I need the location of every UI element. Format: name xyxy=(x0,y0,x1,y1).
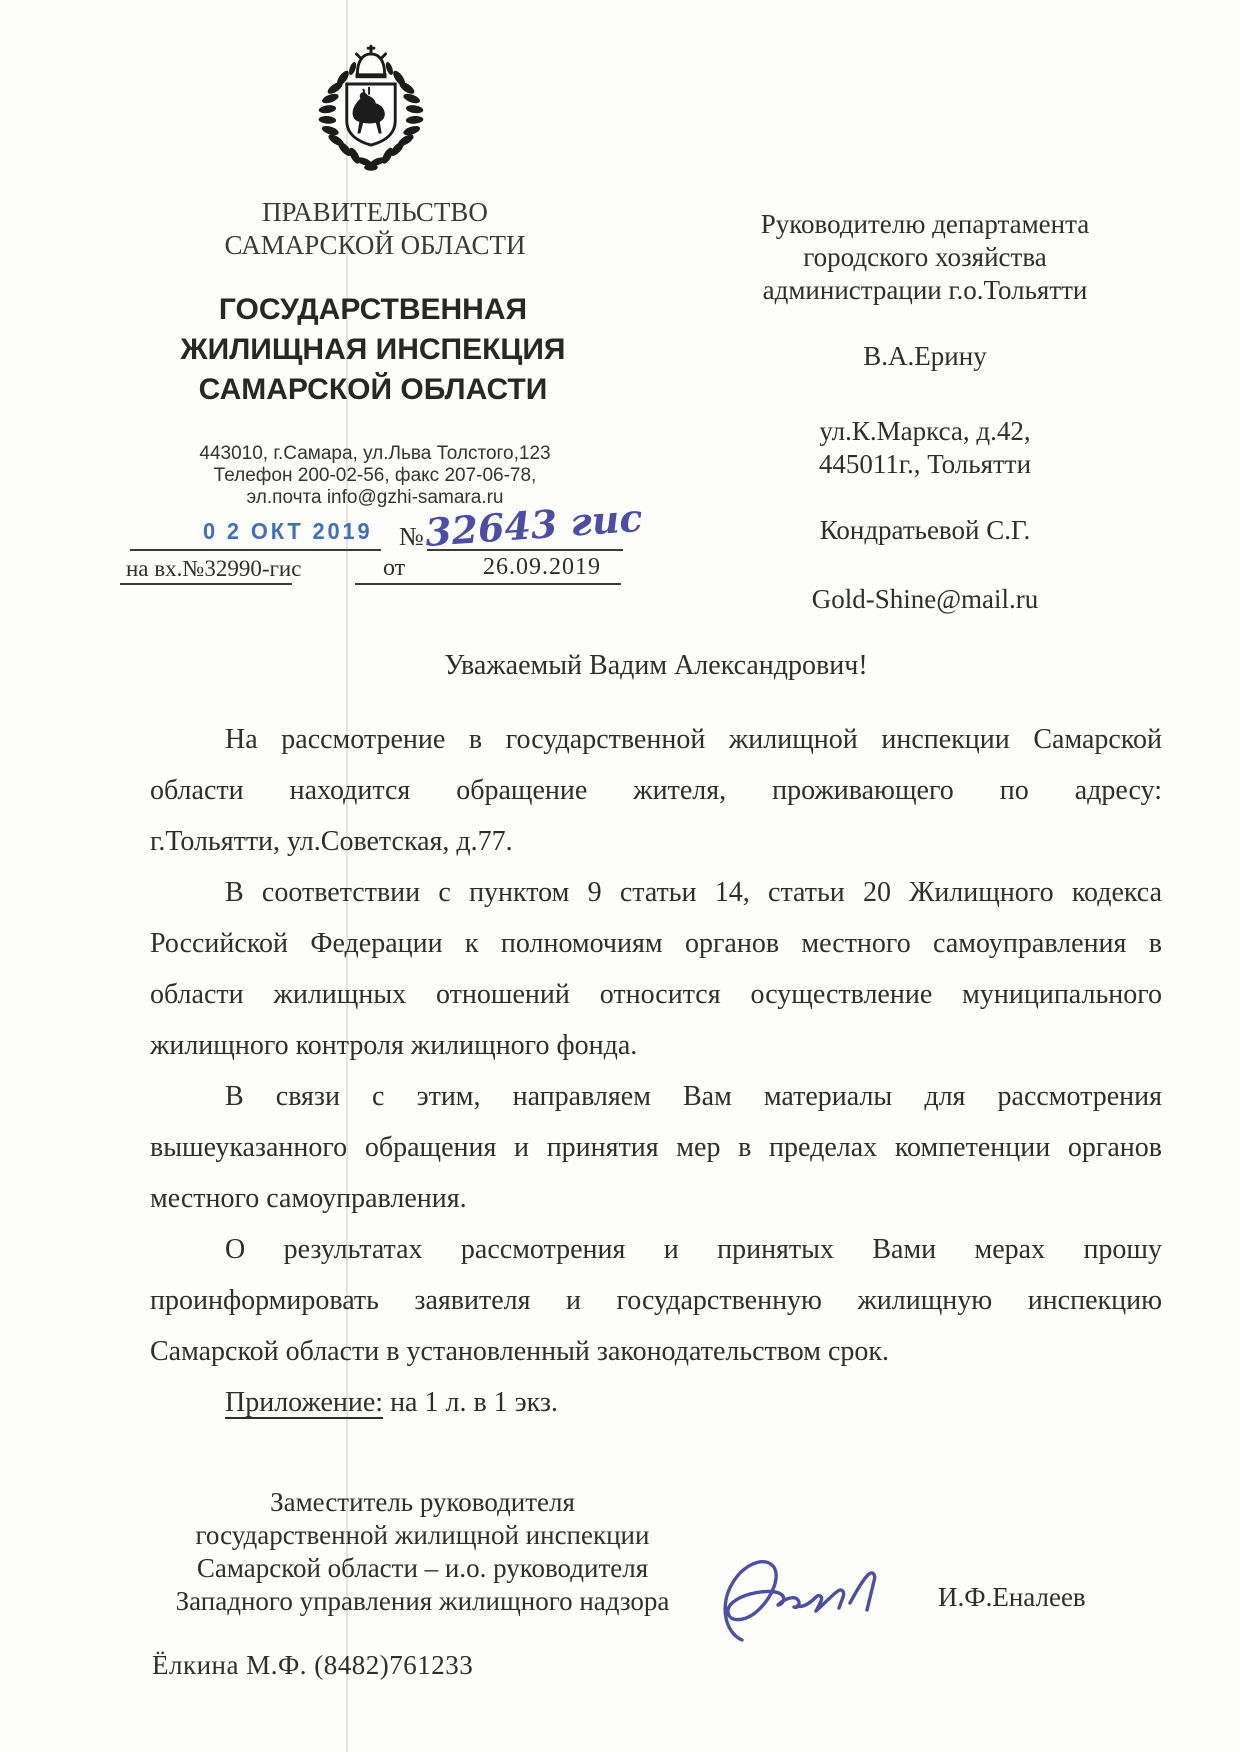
addressee-block xyxy=(725,208,1125,616)
text-line: проинформировать заявителя и государственную жилищную инспекцию xyxy=(150,1285,1162,1316)
text-line: эл.почта info@gzhi-samara.ru xyxy=(246,487,504,508)
text-line: Российской Федерации к полномочиям органов местного самоуправления в xyxy=(150,928,1162,959)
attachment-line xyxy=(150,1377,1162,1428)
incoming-letter-date: 26.09.2019 xyxy=(483,554,601,580)
attachment-text: на 1 л. в 1 экз. xyxy=(383,1387,558,1418)
paragraph xyxy=(150,1224,1162,1377)
text-line: местного самоуправления. xyxy=(150,1183,467,1214)
text-line: Телефон 200-02-56, факс 207-06-78, xyxy=(213,465,537,486)
text-line: 443010, г.Самара, ул.Льва Толстого,123 xyxy=(199,443,551,464)
text-line: САМАРСКОЙ ОБЛАСТИ xyxy=(198,373,548,406)
text-line: г.Тольятти, ул.Советская, д.77. xyxy=(150,826,513,857)
addressee-copy-name: Кондратьевой С.Г. xyxy=(819,515,1031,545)
text-line: В соответствии с пунктом 9 статьи 14, статьи 20 Жилищного кодекса xyxy=(225,877,1162,908)
text-line: ЖИЛИЩНАЯ ИНСПЕКЦИЯ xyxy=(180,333,566,366)
from-label: от xyxy=(383,555,406,581)
attachment-label: Приложение: xyxy=(225,1387,384,1418)
text-line: Заместитель руководителя xyxy=(270,1487,575,1517)
text-line: вышеуказанного обращения и принятия мер в пределах компетенции органов xyxy=(150,1132,1162,1163)
text-line: В связи с этим, направляем Вам материалы для рассмотрения xyxy=(225,1081,1162,1112)
coat-of-arms-icon xyxy=(308,42,434,190)
text-line: Руководителю департамента xyxy=(760,209,1090,239)
underline-from-date xyxy=(355,583,621,585)
text-line: О результатах рассмотрения и принятых Вами мерах прошу xyxy=(225,1234,1162,1265)
agency-name xyxy=(118,290,628,410)
addressee-name: В.А.Ерину xyxy=(863,341,987,371)
signer-position xyxy=(135,1486,710,1618)
executor-contact: Ёлкина М.Ф. (8482)761233 xyxy=(152,1650,474,1680)
salutation: Уважаемый Вадим Александрович! xyxy=(444,650,868,681)
signature-scribble-icon xyxy=(712,1548,912,1648)
paragraph xyxy=(150,1071,1162,1224)
text-line: области жилищных отношений относится осуществление муниципального xyxy=(150,979,1162,1010)
paragraph xyxy=(150,714,1162,867)
text-line: государственной жилищной инспекции xyxy=(195,1520,650,1550)
text-line: области находится обращение жителя, проживающего по адресу: xyxy=(150,775,1162,806)
text-line: САМАРСКОЙ ОБЛАСТИ xyxy=(224,230,526,260)
addressee-email: Gold-Shine@mail.ru xyxy=(811,584,1039,614)
text-line: Западного управления жилищного надзора xyxy=(175,1586,670,1616)
text-line: На рассмотрение в государственной жилищной инспекции Самарской xyxy=(225,724,1162,755)
letter-body xyxy=(150,714,1162,1428)
government-name xyxy=(125,196,625,262)
incoming-date-stamp: 0 2 ОКТ 2019 xyxy=(203,518,373,544)
signer-name: И.Ф.Еналеев xyxy=(938,1582,1086,1612)
underline-date xyxy=(130,549,381,551)
number-label: № xyxy=(399,522,424,551)
underline-incoming xyxy=(120,583,292,585)
agency-contacts xyxy=(125,443,625,509)
outgoing-number-handwritten: 32643 гис xyxy=(423,494,644,555)
text-line: жилищного контроля жилищного фонда. xyxy=(150,1030,638,1061)
paragraph xyxy=(150,867,1162,1071)
text-line: Самарской области – и.о. руководителя xyxy=(196,1553,649,1583)
text-line: 445011г., Тольятти xyxy=(818,449,1032,479)
text-line: ул.К.Маркса, д.42, xyxy=(819,416,1031,446)
text-line: ГОСУДАРСТВЕННАЯ xyxy=(218,293,528,326)
incoming-number: на вх.№32990-гис xyxy=(126,556,302,581)
text-line: Самарской области в установленный законодательством срок. xyxy=(150,1336,890,1367)
text-line: администрации г.о.Тольятти xyxy=(762,275,1088,305)
text-line: городского хозяйства xyxy=(803,242,1047,272)
text-line: ПРАВИТЕЛЬСТВО xyxy=(262,197,488,227)
addressee-address xyxy=(725,415,1125,481)
addressee-title xyxy=(725,208,1125,307)
